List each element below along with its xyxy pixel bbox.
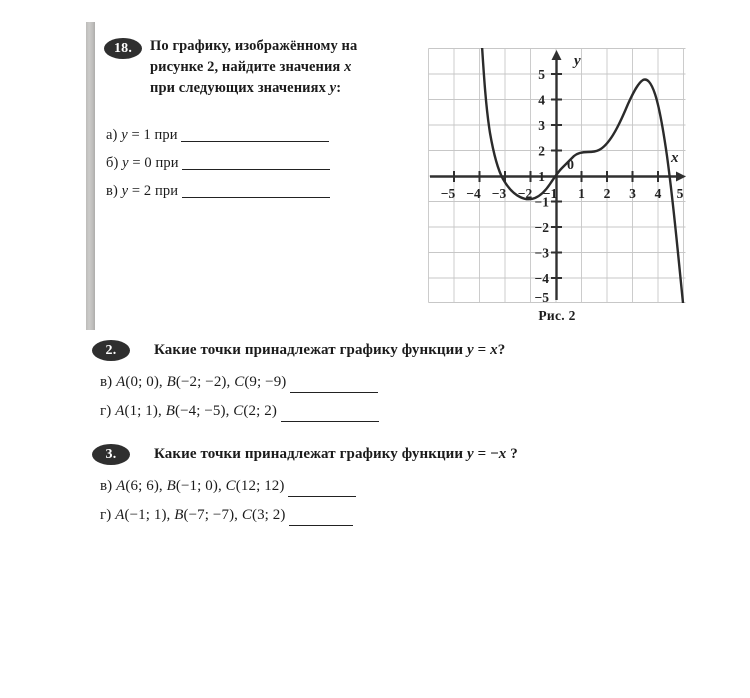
task-3-title-eq: = − (473, 446, 499, 462)
task-18-subitems (106, 128, 406, 212)
item-b-label: б) (106, 155, 119, 171)
task-3-line-v-point-a-value: (6; 6), (125, 478, 167, 494)
task-2-header (92, 340, 692, 364)
task-18-prompt (150, 36, 434, 99)
task-18-var-x: x (344, 59, 352, 75)
task-2-line-v-point-a-value: (0; 0), (125, 374, 167, 390)
task-2-line-v-point-a-name: A (116, 374, 126, 390)
task-18-item-a (106, 128, 406, 142)
task-2-line-v (100, 372, 692, 393)
x-axis-arrow (676, 172, 686, 182)
item-v-equation: = 2 при (131, 183, 179, 199)
task-3-line-v-label: в) (100, 478, 113, 494)
figure-2-graph (428, 48, 686, 303)
svg-text:x: x (671, 150, 679, 166)
y-axis-arrow (552, 50, 562, 60)
axes (430, 50, 686, 300)
task-3-line-v (100, 476, 692, 497)
task-18-prompt-line-2: рисунке 2, найдите значения (150, 59, 345, 75)
task-3-line-g-point-b-name: B (174, 507, 184, 523)
svg-text:4: 4 (654, 186, 662, 201)
svg-text:5: 5 (538, 67, 545, 82)
task-2-line-g-label: г) (100, 403, 112, 419)
task-18 (104, 36, 434, 99)
task-18-var-y: y (329, 80, 337, 96)
svg-text:−3: −3 (491, 186, 507, 201)
task-2-line-v-point-c-value: (9; −9) (244, 374, 287, 390)
task-3-number-badge: 3. (92, 444, 130, 465)
item-a-answer-blank[interactable] (181, 128, 329, 142)
svg-text:y: y (574, 53, 581, 69)
item-a-label: а) (106, 127, 118, 143)
svg-text:2: 2 (603, 186, 611, 201)
svg-text:−2: −2 (534, 220, 549, 235)
task-2-line-v-point-b-value: (−2; −2), (175, 374, 235, 390)
task-2-line-g-point-b-name: B (165, 403, 175, 419)
task-3-header (92, 444, 692, 468)
item-b-equation: = 0 при (132, 155, 179, 171)
task-18-header (104, 36, 434, 99)
task-3-line-g-point-a-name: A (115, 507, 125, 523)
task-2-title-var-x: x (490, 342, 498, 358)
task-3-line-g-point-a-value: (−1; 1), (124, 507, 175, 523)
item-v-label: в) (106, 183, 118, 199)
task-2-line-g (100, 401, 692, 422)
coordinate-plane-svg (428, 48, 686, 303)
task-2-title-var-y: y (467, 342, 474, 358)
task-2-title (154, 340, 692, 361)
item-b-answer-blank[interactable] (182, 156, 330, 170)
task-2-line-g-point-a-name: A (115, 403, 125, 419)
task-2-line-v-point-c-name: C (234, 374, 245, 390)
task-3-line-g-answer-blank[interactable] (289, 512, 353, 526)
task-2-line-g-point-b-value: (−4; −5), (174, 403, 234, 419)
svg-text:0: 0 (567, 158, 574, 173)
item-a-equation: = 1 при (131, 127, 178, 143)
svg-text:−2: −2 (517, 186, 533, 201)
task-2-line-g-point-c-value: (2; 2) (243, 403, 277, 419)
svg-text:−5: −5 (534, 290, 549, 303)
item-v-var: y (121, 183, 129, 199)
task-3-line-g-point-c-value: (3; 2) (251, 507, 286, 523)
task-2-line-g-answer-blank[interactable] (281, 408, 379, 422)
svg-text:1: 1 (538, 169, 545, 184)
svg-text:1: 1 (578, 186, 585, 201)
task-3-line-g-point-c-name: C (241, 507, 252, 523)
svg-text:−1: −1 (534, 194, 549, 210)
task-3-title-qmark: ? (506, 446, 518, 462)
figure-caption: Рис. 2 (538, 308, 576, 323)
task-18-number-badge: 18. (104, 38, 142, 59)
task-3-line-v-point-a-name: A (116, 478, 126, 494)
task-3-title (154, 444, 692, 465)
task-18-item-b (106, 156, 406, 170)
task-2-line-g-point-a-value: (1; 1), (124, 403, 166, 419)
task-2-title-qmark: ? (497, 342, 506, 358)
task-2-line-v-label: в) (100, 374, 113, 390)
svg-text:4: 4 (538, 92, 545, 108)
svg-text:−4: −4 (534, 271, 549, 286)
svg-text:−5: −5 (440, 186, 456, 201)
task-3-line-v-point-c-value: (12; 12) (235, 478, 285, 494)
svg-text:5: 5 (676, 186, 684, 201)
scan-edge-artifact (86, 22, 95, 330)
item-a-var: y (121, 127, 128, 143)
task-3-line-v-point-b-name: B (166, 478, 176, 494)
task-3 (92, 444, 692, 526)
task-3-line-v-point-c-name: C (225, 478, 236, 494)
svg-text:3: 3 (538, 118, 545, 133)
svg-text:−4: −4 (466, 186, 481, 201)
svg-text:−1: −1 (542, 186, 558, 201)
task-3-title-var-x: x (498, 446, 507, 462)
svg-text:3: 3 (629, 186, 636, 201)
task-2-title-eq: = (473, 342, 491, 358)
task-3-line-g (100, 505, 692, 526)
task-2-line-v-answer-blank[interactable] (290, 379, 378, 393)
task-18-prompt-line-1: По графику, изображённому на (150, 38, 358, 54)
item-b-var: y (122, 155, 129, 171)
svg-text:−3: −3 (534, 245, 549, 261)
task-2-line-v-point-b-name: B (166, 374, 176, 390)
task-2-title-text: Какие точки принадлежат графику функции (154, 342, 468, 358)
task-3-line-g-label: г) (100, 507, 112, 523)
task-2-line-g-point-c-name: C (233, 403, 244, 419)
task-3-line-g-point-b-value: (−7; −7), (183, 507, 242, 523)
task-3-line-v-point-b-value: (−1; 0), (175, 478, 226, 494)
task-18-prompt-line-3: при следующих значениях (150, 80, 330, 96)
item-v-answer-blank[interactable] (182, 184, 330, 198)
task-2 (92, 340, 692, 422)
tick-labels (441, 67, 684, 303)
task-18-colon: : (336, 80, 342, 96)
task-3-title-text: Какие точки принадлежат графику функции (154, 446, 468, 462)
task-3-line-v-answer-blank[interactable] (288, 483, 356, 497)
task-18-item-v (106, 184, 406, 198)
svg-text:2: 2 (538, 143, 545, 159)
task-3-title-var-y: y (467, 446, 474, 462)
task-2-number-badge: 2. (92, 340, 130, 361)
